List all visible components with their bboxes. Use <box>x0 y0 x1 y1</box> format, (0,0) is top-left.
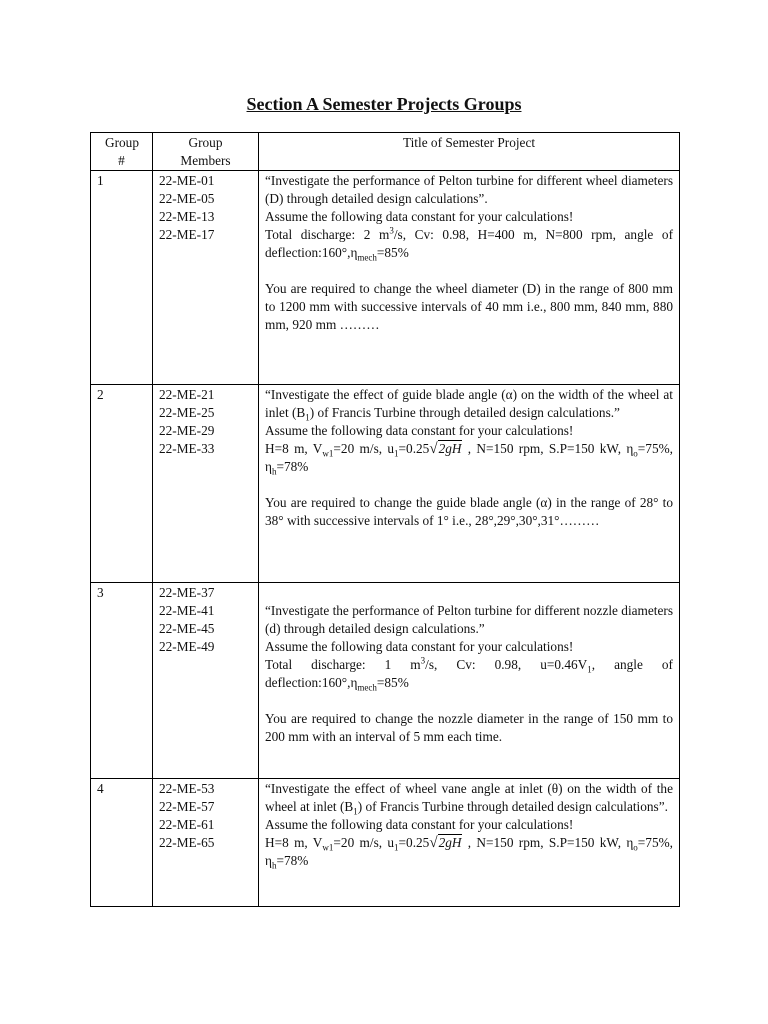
group-number: 3 <box>91 583 153 779</box>
member-id: 22-ME-37 <box>159 585 215 600</box>
project-description <box>259 385 680 583</box>
given-data: H=8 m, $V_{w1}=20$ m/s, $u_1=0.25√2gH$ , N=150 rpm, S.P=150 kW, $\eta_o=75\%$, $\eta_h=78\%$ <box>265 441 673 477</box>
given-data: H=8 m, $V_{w1}=20$ m/s, $u_1=0.25√2gH$ , N=150 rpm, S.P=150 kW, $\eta_o=75\%$, $\eta_h=78\%$ <box>265 835 673 871</box>
assumption-note: Assume the following data constant for your calculations! <box>265 209 574 224</box>
project-description <box>259 583 680 779</box>
member-id: 22-ME-45 <box>159 621 215 636</box>
group-members <box>153 583 259 779</box>
member-id: 22-ME-53 <box>159 781 215 796</box>
member-id: 22-ME-29 <box>159 423 215 438</box>
member-id: 22-ME-61 <box>159 817 215 832</box>
table-row <box>91 583 680 779</box>
table-row <box>91 779 680 907</box>
header-project: Title of Semester Project <box>259 133 680 171</box>
project-statement: “Investigate the performance of Pelton turbine for different nozzle diameters (d) through detailed design calculations.” <box>265 603 673 636</box>
member-id: 22-ME-13 <box>159 209 215 224</box>
member-id: 22-ME-21 <box>159 387 215 402</box>
group-members <box>153 779 259 907</box>
project-description <box>259 779 680 907</box>
group-members <box>153 171 259 385</box>
project-description <box>259 171 680 385</box>
project-statement: “Investigate the effect of guide blade angle (α) on the width of the wheel at inlet $(B_1)$ of Francis Turbine through detailed design calculations.” <box>265 387 673 423</box>
member-id: 22-ME-41 <box>159 603 215 618</box>
member-id: 22-ME-33 <box>159 441 215 456</box>
projects-table <box>90 132 680 907</box>
document-title: Section A Semester Projects Groups <box>246 94 522 114</box>
member-id: 22-ME-01 <box>159 173 215 188</box>
table-row <box>91 385 680 583</box>
required-task: You are required to change the wheel diameter (D) in the range of 800 mm to 1200 mm with successive intervals of 40 mm i.e., 800 mm, 840 mm, 880 mm, 920 mm ……… <box>265 281 673 332</box>
project-statement: “Investigate the effect of wheel vane angle at inlet (θ) on the width of the wheel at inlet $(B_1)$ of Francis Turbine through detailed design calculations”. <box>265 781 673 817</box>
assumption-note: Assume the following data constant for your calculations! <box>265 423 574 438</box>
group-number: 1 <box>91 171 153 385</box>
member-id: 22-ME-65 <box>159 835 215 850</box>
member-id: 22-ME-05 <box>159 191 215 206</box>
required-task: You are required to change the nozzle diameter in the range of 150 mm to 200 mm with an interval of 5 mm each time. <box>265 711 673 744</box>
member-id: 22-ME-49 <box>159 639 215 654</box>
group-members <box>153 385 259 583</box>
group-number: 2 <box>91 385 153 583</box>
square-root-symbol: √2gH <box>429 441 462 457</box>
group-number: 4 <box>91 779 153 907</box>
given-data: Total discharge: 2 $m^3/s$, Cv: 0.98, H=400 m, N=800 rpm, angle of $deflection:160^\circ,\eta_{mech}=85\%$ <box>265 225 674 263</box>
table-row <box>91 171 680 385</box>
header-group: Group # <box>91 133 153 171</box>
assumption-note: Assume the following data constant for your calculations! <box>265 817 574 832</box>
given-data: Total discharge: 1 $m^3/s$, Cv: 0.98, $u=0.46V_1$, angle of $deflection:160^\circ,\eta_{mech}=85\%$ <box>265 655 673 693</box>
member-id: 22-ME-17 <box>159 227 215 242</box>
assumption-note: Assume the following data constant for your calculations! <box>265 639 574 654</box>
square-root-symbol: √2gH <box>429 835 462 851</box>
member-id: 22-ME-57 <box>159 799 215 814</box>
project-statement: “Investigate the performance of Pelton turbine for different wheel diameters (D) through detailed design calculations”. <box>265 173 673 206</box>
member-id: 22-ME-25 <box>159 405 215 420</box>
required-task: You are required to change the guide blade angle (α) in the range of 28° to 38° with successive intervals of 1° i.e., 28°,29°,30°,31°……… <box>265 495 673 528</box>
header-members: Group Members <box>153 133 259 171</box>
header-row <box>91 133 680 171</box>
